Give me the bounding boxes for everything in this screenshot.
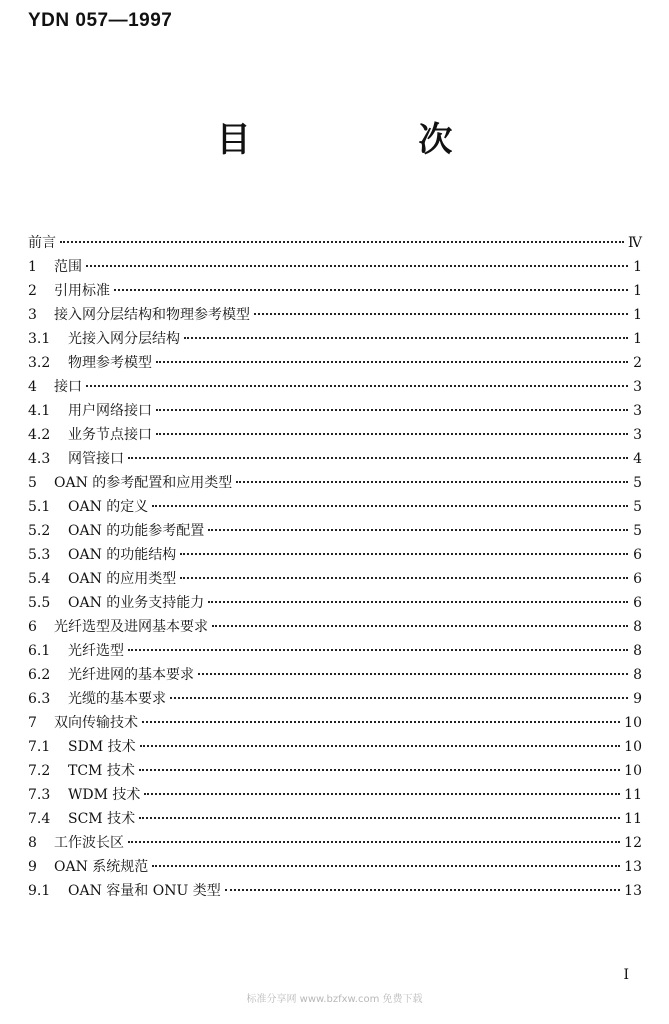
toc-entry-number: 5.5 xyxy=(28,595,51,611)
toc-entry-label: OAN 的定义 xyxy=(68,499,149,515)
toc-entry-page: 3 xyxy=(633,403,642,419)
page-number: Ⅰ xyxy=(623,967,629,983)
toc-entry-page: 10 xyxy=(624,739,642,755)
toc-entry-page: 6 xyxy=(633,547,642,563)
toc-dot-leader xyxy=(208,529,628,531)
toc-entry-label: 用户网络接口 xyxy=(68,403,152,419)
toc-entry-page: 1 xyxy=(633,307,642,323)
toc-dot-leader xyxy=(114,289,628,291)
toc-entry-number: 3 xyxy=(28,307,37,323)
toc-entry-page: 5 xyxy=(633,499,642,515)
toc-entry-page: 6 xyxy=(633,571,642,587)
toc-entry-page: Ⅳ xyxy=(628,235,642,251)
toc-entry-number: 3.1 xyxy=(28,331,51,347)
toc-entry-label: 接入网分层结构和物理参考模型 xyxy=(54,307,250,323)
toc-dot-leader xyxy=(139,769,620,771)
toc-entry-page: 5 xyxy=(633,475,642,491)
toc-entry[interactable] xyxy=(28,832,642,856)
toc-entry-page: 13 xyxy=(624,859,642,875)
toc-entry-label: OAN 的功能结构 xyxy=(68,547,177,563)
toc-entry-number: 7.3 xyxy=(28,787,51,803)
toc-entry[interactable] xyxy=(28,520,642,544)
toc-entry-number: 4.1 xyxy=(28,403,51,419)
toc-entry-number: 8 xyxy=(28,835,37,851)
toc-entry[interactable] xyxy=(28,304,642,328)
toc-entry-label: SDM 技术 xyxy=(68,739,136,755)
toc-entry-label: 光纤选型及进网基本要求 xyxy=(54,619,208,635)
watermark: 标准分享网 www.bzfxw.com 免费下载 xyxy=(246,994,423,1005)
toc-dot-leader xyxy=(208,601,628,603)
toc-entry[interactable] xyxy=(28,856,642,880)
toc-entry-number: 9 xyxy=(28,859,37,875)
toc-entry-label: OAN 容量和 ONU 类型 xyxy=(68,883,221,899)
toc-entry[interactable] xyxy=(28,712,642,736)
toc-dot-leader xyxy=(236,481,628,483)
toc-entry-page: 1 xyxy=(633,283,642,299)
toc-entry-page: 8 xyxy=(633,667,642,683)
toc-entry-label: TCM 技术 xyxy=(68,763,135,779)
toc-entry-number: 6 xyxy=(28,619,37,635)
toc-entry-number: 7 xyxy=(28,715,37,731)
toc-entry-label: 光缆的基本要求 xyxy=(68,691,166,707)
toc-entry-label: OAN 的应用类型 xyxy=(68,571,177,587)
toc-entry[interactable] xyxy=(28,544,642,568)
toc-entry[interactable] xyxy=(28,784,642,808)
toc-entry-number: 5.2 xyxy=(28,523,51,539)
toc-entry-label: OAN 的参考配置和应用类型 xyxy=(54,475,233,491)
toc-entry-label: 物理参考模型 xyxy=(68,355,152,371)
toc-dot-leader xyxy=(152,505,628,507)
toc-entry-page: 3 xyxy=(633,379,642,395)
toc-entry-label: OAN 的业务支持能力 xyxy=(68,595,205,611)
toc-entry[interactable] xyxy=(28,808,642,832)
toc-entry-page: 6 xyxy=(633,595,642,611)
toc-entry[interactable] xyxy=(28,232,642,256)
toc-entry[interactable] xyxy=(28,376,642,400)
toc-entry-page: 1 xyxy=(633,259,642,275)
toc-entry-page: 5 xyxy=(633,523,642,539)
toc-dot-leader xyxy=(142,721,620,723)
toc-entry-label: 光接入网分层结构 xyxy=(68,331,180,347)
toc-dot-leader xyxy=(184,337,628,339)
toc-dot-leader xyxy=(86,265,628,267)
toc-entry-number: 5.1 xyxy=(28,499,51,515)
toc-entry-number: 5 xyxy=(28,475,37,491)
toc-entry-label: 光纤进网的基本要求 xyxy=(68,667,194,683)
toc-entry-number: 7.1 xyxy=(28,739,51,755)
toc-entry[interactable] xyxy=(28,448,642,472)
toc-dot-leader xyxy=(156,361,628,363)
toc-dot-leader xyxy=(225,889,620,891)
toc-entry-label: SCM 技术 xyxy=(68,811,136,827)
toc-entry[interactable] xyxy=(28,664,642,688)
toc-entry-page: 8 xyxy=(633,643,642,659)
toc-dot-leader xyxy=(144,793,620,795)
toc-entry-number: 5.3 xyxy=(28,547,51,563)
toc-dot-leader xyxy=(198,673,628,675)
toc-entry-number: 7.4 xyxy=(28,811,51,827)
toc-dot-leader xyxy=(86,385,628,387)
toc-dot-leader xyxy=(140,745,621,747)
toc-entry-number: 6.3 xyxy=(28,691,51,707)
toc-entry-page: 9 xyxy=(633,691,642,707)
toc-dot-leader xyxy=(139,817,620,819)
toc-entry-page: 1 xyxy=(633,331,642,347)
toc-entry-label: 引用标准 xyxy=(54,283,110,299)
toc-entry-number: 3.2 xyxy=(28,355,51,371)
toc-entry-number: 1 xyxy=(28,259,37,275)
document-code: YDN 057—1997 xyxy=(28,10,173,31)
toc-entry-label: OAN 的功能参考配置 xyxy=(68,523,205,539)
toc-entry-label: 范围 xyxy=(54,259,82,275)
toc-entry[interactable] xyxy=(28,424,642,448)
toc-entry[interactable] xyxy=(28,496,642,520)
toc-entry[interactable] xyxy=(28,592,642,616)
toc-entry[interactable] xyxy=(28,640,642,664)
toc-entry-label: OAN 系统规范 xyxy=(54,859,149,875)
toc-entry-label: 业务节点接口 xyxy=(68,427,152,443)
toc-entry-page: 12 xyxy=(624,835,642,851)
toc-dot-leader xyxy=(152,865,620,867)
toc-entry-label: 工作波长区 xyxy=(54,835,124,851)
toc-entry-label: WDM 技术 xyxy=(68,787,141,803)
toc-entry-page: 13 xyxy=(624,883,642,899)
toc-entry[interactable] xyxy=(28,688,642,712)
toc-entry[interactable] xyxy=(28,736,642,760)
toc-entry-number: 6.2 xyxy=(28,667,51,683)
toc-entry-number: 4.2 xyxy=(28,427,51,443)
toc-dot-leader xyxy=(128,649,628,651)
toc-dot-leader xyxy=(128,457,628,459)
toc-entry-page: 3 xyxy=(633,427,642,443)
toc-entry-page: 11 xyxy=(624,811,642,827)
toc-entry-number: 6.1 xyxy=(28,643,51,659)
toc-entry[interactable] xyxy=(28,616,642,640)
toc-entry[interactable] xyxy=(28,328,642,352)
toc-dot-leader xyxy=(60,241,624,243)
toc-dot-leader xyxy=(254,313,628,315)
table-of-contents xyxy=(28,232,642,904)
toc-entry[interactable] xyxy=(28,880,642,904)
toc-entry-page: 10 xyxy=(624,715,642,731)
toc-entry-label: 前言 xyxy=(28,235,56,251)
toc-dot-leader xyxy=(156,433,628,435)
toc-dot-leader xyxy=(128,841,620,843)
toc-dot-leader xyxy=(212,625,628,627)
toc-dot-leader xyxy=(170,697,628,699)
toc-entry-page: 8 xyxy=(633,619,642,635)
toc-entry[interactable] xyxy=(28,760,642,784)
toc-entry-number: 4 xyxy=(28,379,37,395)
toc-entry[interactable] xyxy=(28,472,642,496)
toc-dot-leader xyxy=(180,577,628,579)
toc-dot-leader xyxy=(156,409,628,411)
toc-entry-label: 光纤选型 xyxy=(68,643,124,659)
toc-entry[interactable] xyxy=(28,256,642,280)
toc-entry[interactable] xyxy=(28,400,642,424)
toc-entry-page: 2 xyxy=(633,355,642,371)
toc-entry-number: 9.1 xyxy=(28,883,51,899)
toc-entry-number: 5.4 xyxy=(28,571,51,587)
toc-entry-page: 11 xyxy=(624,787,642,803)
toc-entry-label: 接口 xyxy=(54,379,82,395)
toc-title: 目 次 xyxy=(216,120,531,160)
toc-entry[interactable] xyxy=(28,280,642,304)
toc-entry-page: 10 xyxy=(624,763,642,779)
toc-entry[interactable] xyxy=(28,352,642,376)
toc-dot-leader xyxy=(180,553,628,555)
toc-entry-label: 双向传输技术 xyxy=(54,715,138,731)
toc-entry-number: 7.2 xyxy=(28,763,51,779)
toc-entry[interactable] xyxy=(28,568,642,592)
toc-entry-number: 2 xyxy=(28,283,37,299)
toc-entry-label: 网管接口 xyxy=(68,451,124,467)
toc-entry-page: 4 xyxy=(633,451,642,467)
toc-entry-number: 4.3 xyxy=(28,451,51,467)
